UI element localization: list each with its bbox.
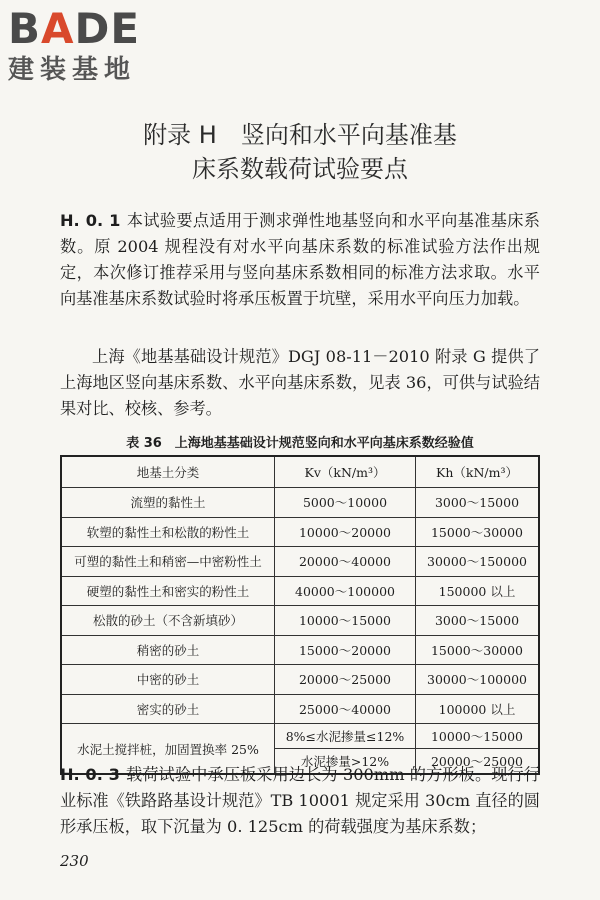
table-cell: 100000 以上 xyxy=(416,694,540,724)
header-soil-class: 地基土分类 xyxy=(61,456,275,488)
logo-letters: DE xyxy=(74,4,141,53)
table-row xyxy=(61,635,539,665)
clause-h01 xyxy=(60,208,540,312)
table-row-cement-pile-1 xyxy=(61,724,539,749)
table-row xyxy=(61,606,539,636)
cement-condition-2: 水泥掺量>12% xyxy=(275,749,416,775)
cement-value-1: 10000～15000 xyxy=(416,724,540,749)
table-cell: 流塑的黏性土 xyxy=(61,488,275,518)
table-cell: 3000～15000 xyxy=(416,606,540,636)
clause-h03 xyxy=(60,762,540,840)
clause-text: 载荷试验中承压板采用边长为 300mm 的方形板。现行行业标准《铁路路基设计规范》TB 10001 规定采用 30cm 直径的圆形承压板，取下沉量为 0. 125cm 的荷载强度为基床系数； xyxy=(60,765,540,836)
table-caption: 表 36 上海地基基础设计规范竖向和水平向基床系数经验值 xyxy=(126,436,474,451)
table-cell: 20000～40000 xyxy=(275,547,416,577)
cement-condition-1: 8%≤水泥掺量≤12% xyxy=(275,724,416,749)
title-line-1: 附录 H 竖向和水平向基准基 xyxy=(143,121,457,149)
table-cell: 150000 以上 xyxy=(416,576,540,606)
table-cell: 15000～30000 xyxy=(416,517,540,547)
table-cell: 5000～10000 xyxy=(275,488,416,518)
table-row xyxy=(61,576,539,606)
table-row xyxy=(61,694,539,724)
table-cell: 10000～15000 xyxy=(275,606,416,636)
coefficient-table xyxy=(60,455,540,775)
page-number: 230 xyxy=(60,852,89,870)
table-row xyxy=(61,488,539,518)
table-cell: 松散的砂土（不含新填砂） xyxy=(61,606,275,636)
table-cell: 20000～25000 xyxy=(275,665,416,695)
table-cell: 密实的砂土 xyxy=(61,694,275,724)
clause-h01-paragraph-2: 上海《地基基础设计规范》DGJ 08-11－2010 附录 G 提供了上海地区竖向基床系数、水平向基床系数，见表 36，可供与试验结果对比、校核、参考。 xyxy=(60,347,540,418)
clause-number: H. 0. 1 xyxy=(60,211,121,230)
table-cell: 30000～100000 xyxy=(416,665,540,695)
table-cell: 10000～20000 xyxy=(275,517,416,547)
logo-wordmark xyxy=(8,6,140,52)
table-row xyxy=(61,517,539,547)
appendix-title xyxy=(0,118,600,186)
table-cell: 中密的砂土 xyxy=(61,665,275,695)
clause-number: H. 0. 3 xyxy=(60,765,120,784)
table-cell: 稍密的砂土 xyxy=(61,635,275,665)
table-row xyxy=(61,665,539,695)
table-cell: 15000～20000 xyxy=(275,635,416,665)
table-cell: 40000～100000 xyxy=(275,576,416,606)
table-cell: 25000～40000 xyxy=(275,694,416,724)
header-kv: Kv（kN/m³） xyxy=(275,456,416,488)
logo-accent-letter: A xyxy=(41,4,75,53)
cement-value-2: 20000～25000 xyxy=(416,749,540,775)
cement-pile-label: 水泥土搅拌桩，加固置换率 25% xyxy=(61,724,275,775)
table-cell: 30000～150000 xyxy=(416,547,540,577)
table-cell: 软塑的黏性土和松散的粉性土 xyxy=(61,517,275,547)
table-header-row xyxy=(61,456,539,488)
logo xyxy=(8,6,140,86)
table-cell: 硬塑的黏性土和密实的粉性土 xyxy=(61,576,275,606)
table-cell: 可塑的黏性土和稍密—中密粉性土 xyxy=(61,547,275,577)
table-cell: 15000～30000 xyxy=(416,635,540,665)
table-cell: 3000～15000 xyxy=(416,488,540,518)
logo-letter: B xyxy=(8,4,42,53)
title-line-2: 床系数载荷试验要点 xyxy=(192,155,408,183)
table-row xyxy=(61,547,539,577)
clause-text: 本试验要点适用于测求弹性地基竖向和水平向基准基床系数。原 2004 规程没有对水平向基床系数的标准试验方法作出规定，本次修订推荐采用与竖向基床系数相同的标准方法求取。水平向基准基床系数试验时将承压板置于坑壁，采用水平向压力加载。 xyxy=(60,211,540,308)
header-kh: Kh（kN/m³） xyxy=(416,456,540,488)
logo-subtitle: 建装基地 xyxy=(8,55,137,85)
